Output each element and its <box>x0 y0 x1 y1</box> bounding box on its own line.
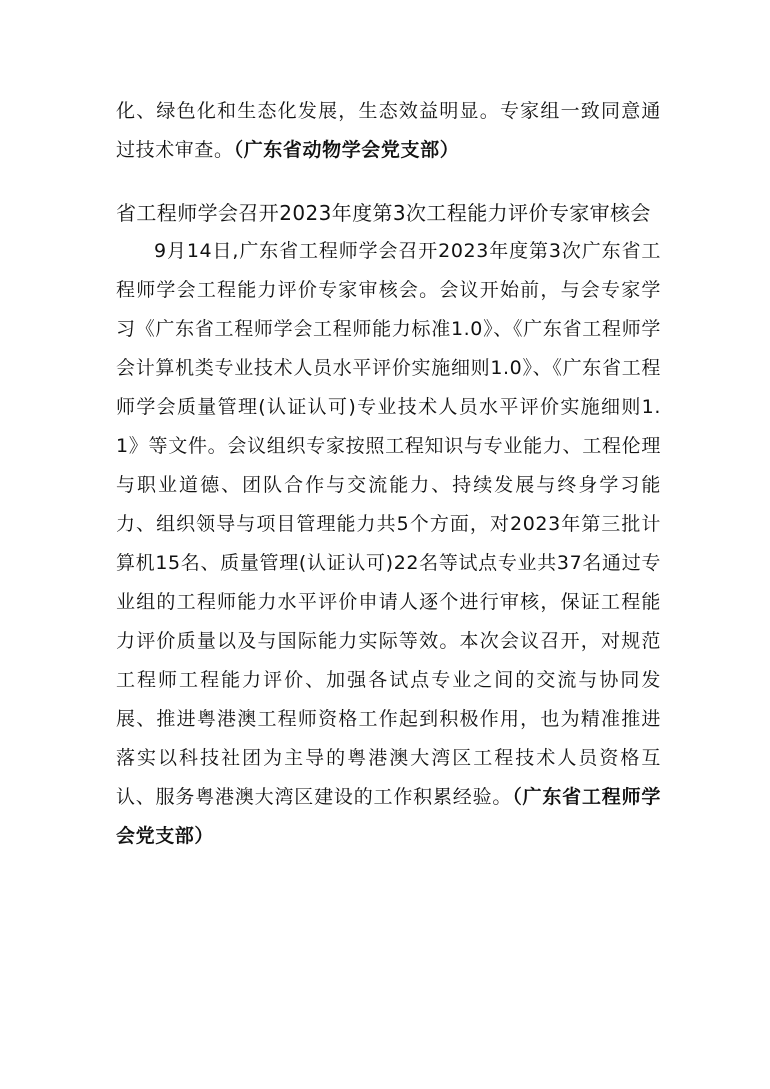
article-body-text: 9月14日,广东省工程师学会召开2023年度第3次广东省工程师学会工程能力评价专家审核会。会议开始前，与会专家学习《广东省工程师学会工程师能力标准1.0》、《广东省工程师学会计算机类专业技术人员水平评价实施细则1.0》、《广东省工程师学会质量管理(认证认可)专业技术人员水平评价实施细则1.1》等文件。会议组织专家按照工程知识与专业能力、工程伦理与职业道德、团队合作与交流能力、持续发展与终身学习能力、组织领导与项目管理能力共5个方面，对2023年第三批计算机15名、质量管理(认证认可)22名等试点专业共37名通过专业组的工程师能力水平评价申请人逐个进行审核，保证工程能力评价质量以及与国际能力实际等效。本次会议召开，对规范工程师工程能力评价、加强各试点专业之间的交流与协同发展、推进粤港澳工程师资格工作起到积极作用，也为精准推进落实以科技社团为主导的粤港澳大湾区工程技术人员资格互认、服务粤港澳大湾区建设的工作积累经验。 <box>116 240 661 808</box>
previous-article-paragraph <box>116 92 661 170</box>
previous-article-source: （广东省动物学会党支部） <box>233 139 460 161</box>
article-body-paragraph <box>116 232 661 856</box>
article-title: 省工程师学会召开2023年度第3次工程能力评价专家审核会 <box>116 201 651 225</box>
previous-article-text: 化、绿色化和生态化发展，生态效益明显。专家组一致同意通过技术审查。 <box>116 100 661 161</box>
article-source: （广东省工程师学会党支部） <box>116 786 661 847</box>
document-content <box>116 92 661 856</box>
